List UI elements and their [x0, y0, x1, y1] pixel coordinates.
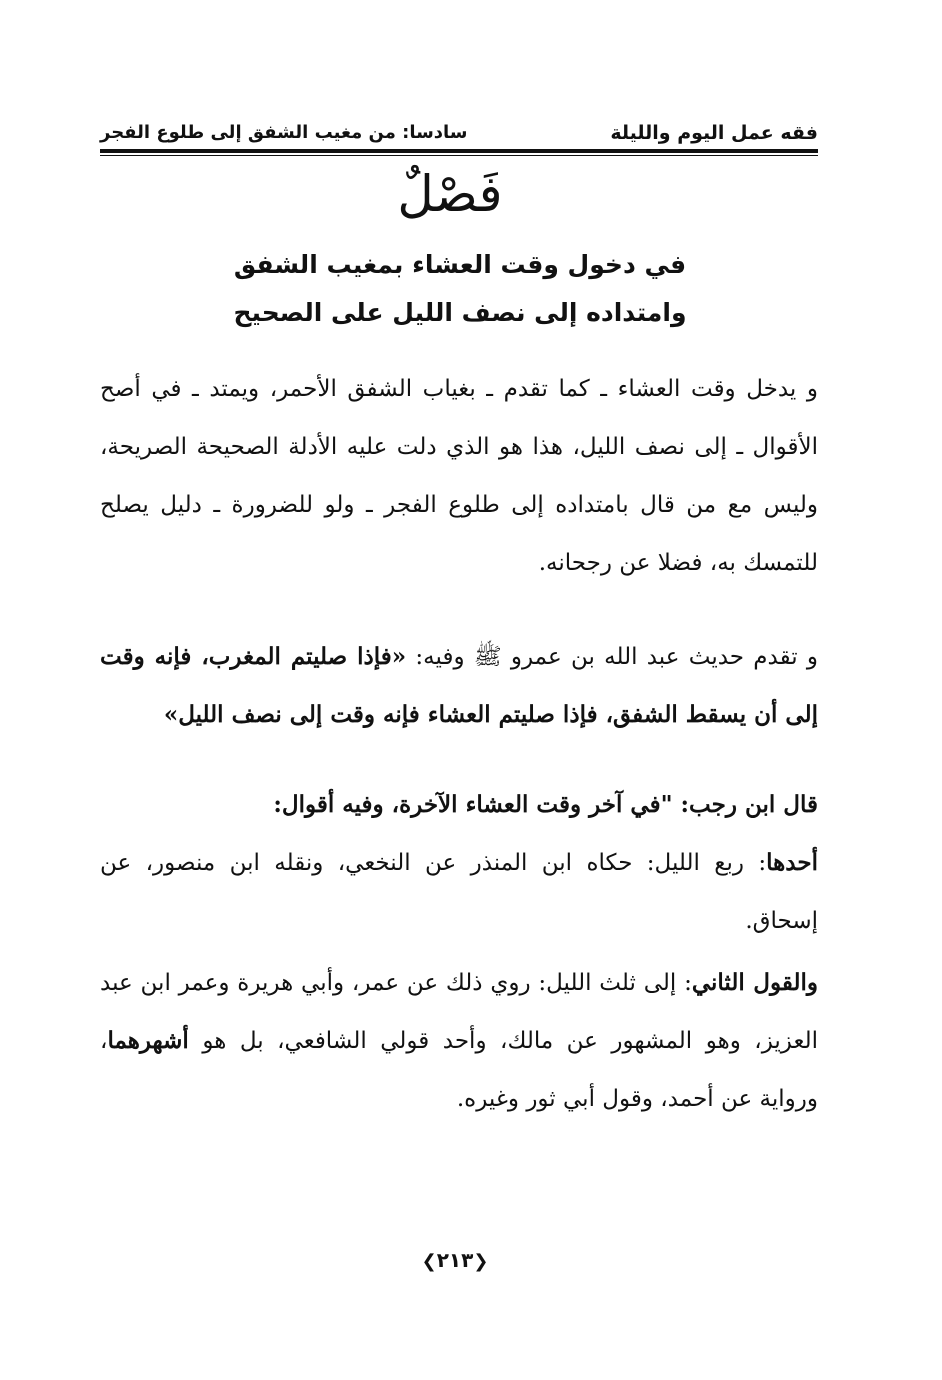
chapter-title: سادسا: من مغيب الشفق إلى طلوع الفجر	[100, 122, 468, 143]
ornament-left: ❯	[421, 1251, 437, 1272]
paragraph-1: و يدخل وقت العشاء ـ كما تقدم ـ بغياب الشفق الأحمر، ويمتد ـ في أصح الأقوال ـ إلى نصف الليل، هذا هو الذي دلت عليه الأدلة الصحيحة الصريحة، وليس مع من قال بامتداده إلى طلوع الفجر ـ ولو للضرورة ـ دليل يصلح للتمسك به، فضلا عن رجحانه.	[100, 376, 818, 576]
section-label: فَصْلٌ	[397, 165, 503, 223]
section-heading-line-1: في دخول وقت العشاء بمغيب الشفق	[233, 250, 687, 279]
paragraph-4	[100, 834, 818, 950]
paragraph-5-lead: والقول الثاني	[691, 969, 818, 996]
section-heading-line-2: وامتداده إلى نصف الليل على الصحيح	[233, 298, 687, 327]
paragraph-5-bold: أشهرهما	[107, 1027, 189, 1054]
paragraph-5-tail: ، ورواية عن أحمد، وقول أبي ثور وغيره.	[100, 1028, 818, 1112]
paragraph-2-intro: و تقدم حديث عبد الله بن عمرو ﷺ وفيه:	[406, 644, 818, 670]
page-number-value: ٢١٣	[436, 1248, 474, 1272]
book-title: فقه عمل اليوم والليلة	[610, 122, 818, 144]
paragraph-4-lead: أحدها	[766, 849, 818, 876]
header-rule	[100, 149, 818, 153]
paragraph-2	[100, 628, 818, 744]
paragraph-4-text: : ربع الليل: حكاه ابن المنذر عن النخعي، ونقله ابن منصور، عن إسحاق.	[100, 850, 818, 934]
header-rule-thin	[100, 155, 818, 156]
paragraph-5	[100, 954, 818, 1128]
hadith-quote: «فإذا صليتم المغرب، فإنه وقت إلى أن يسقط الشفق، فإذا صليتم العشاء فإنه وقت إلى نصف الليل»	[100, 643, 818, 728]
page-number	[400, 1248, 510, 1272]
paragraph-3: قال ابن رجب: "في آخر وقت العشاء الآخرة، وفيه أقوال:	[273, 791, 818, 818]
paragraph-5-text: : إلى ثلث الليل: روي ذلك عن عمر، وأبي هريرة وعمر ابن عبد العزيز، وهو المشهور عن مالك، وأحد قولي الشافعي، بل هو	[100, 970, 818, 1054]
ornament-right: ❮	[473, 1251, 489, 1272]
running-header	[100, 118, 818, 152]
